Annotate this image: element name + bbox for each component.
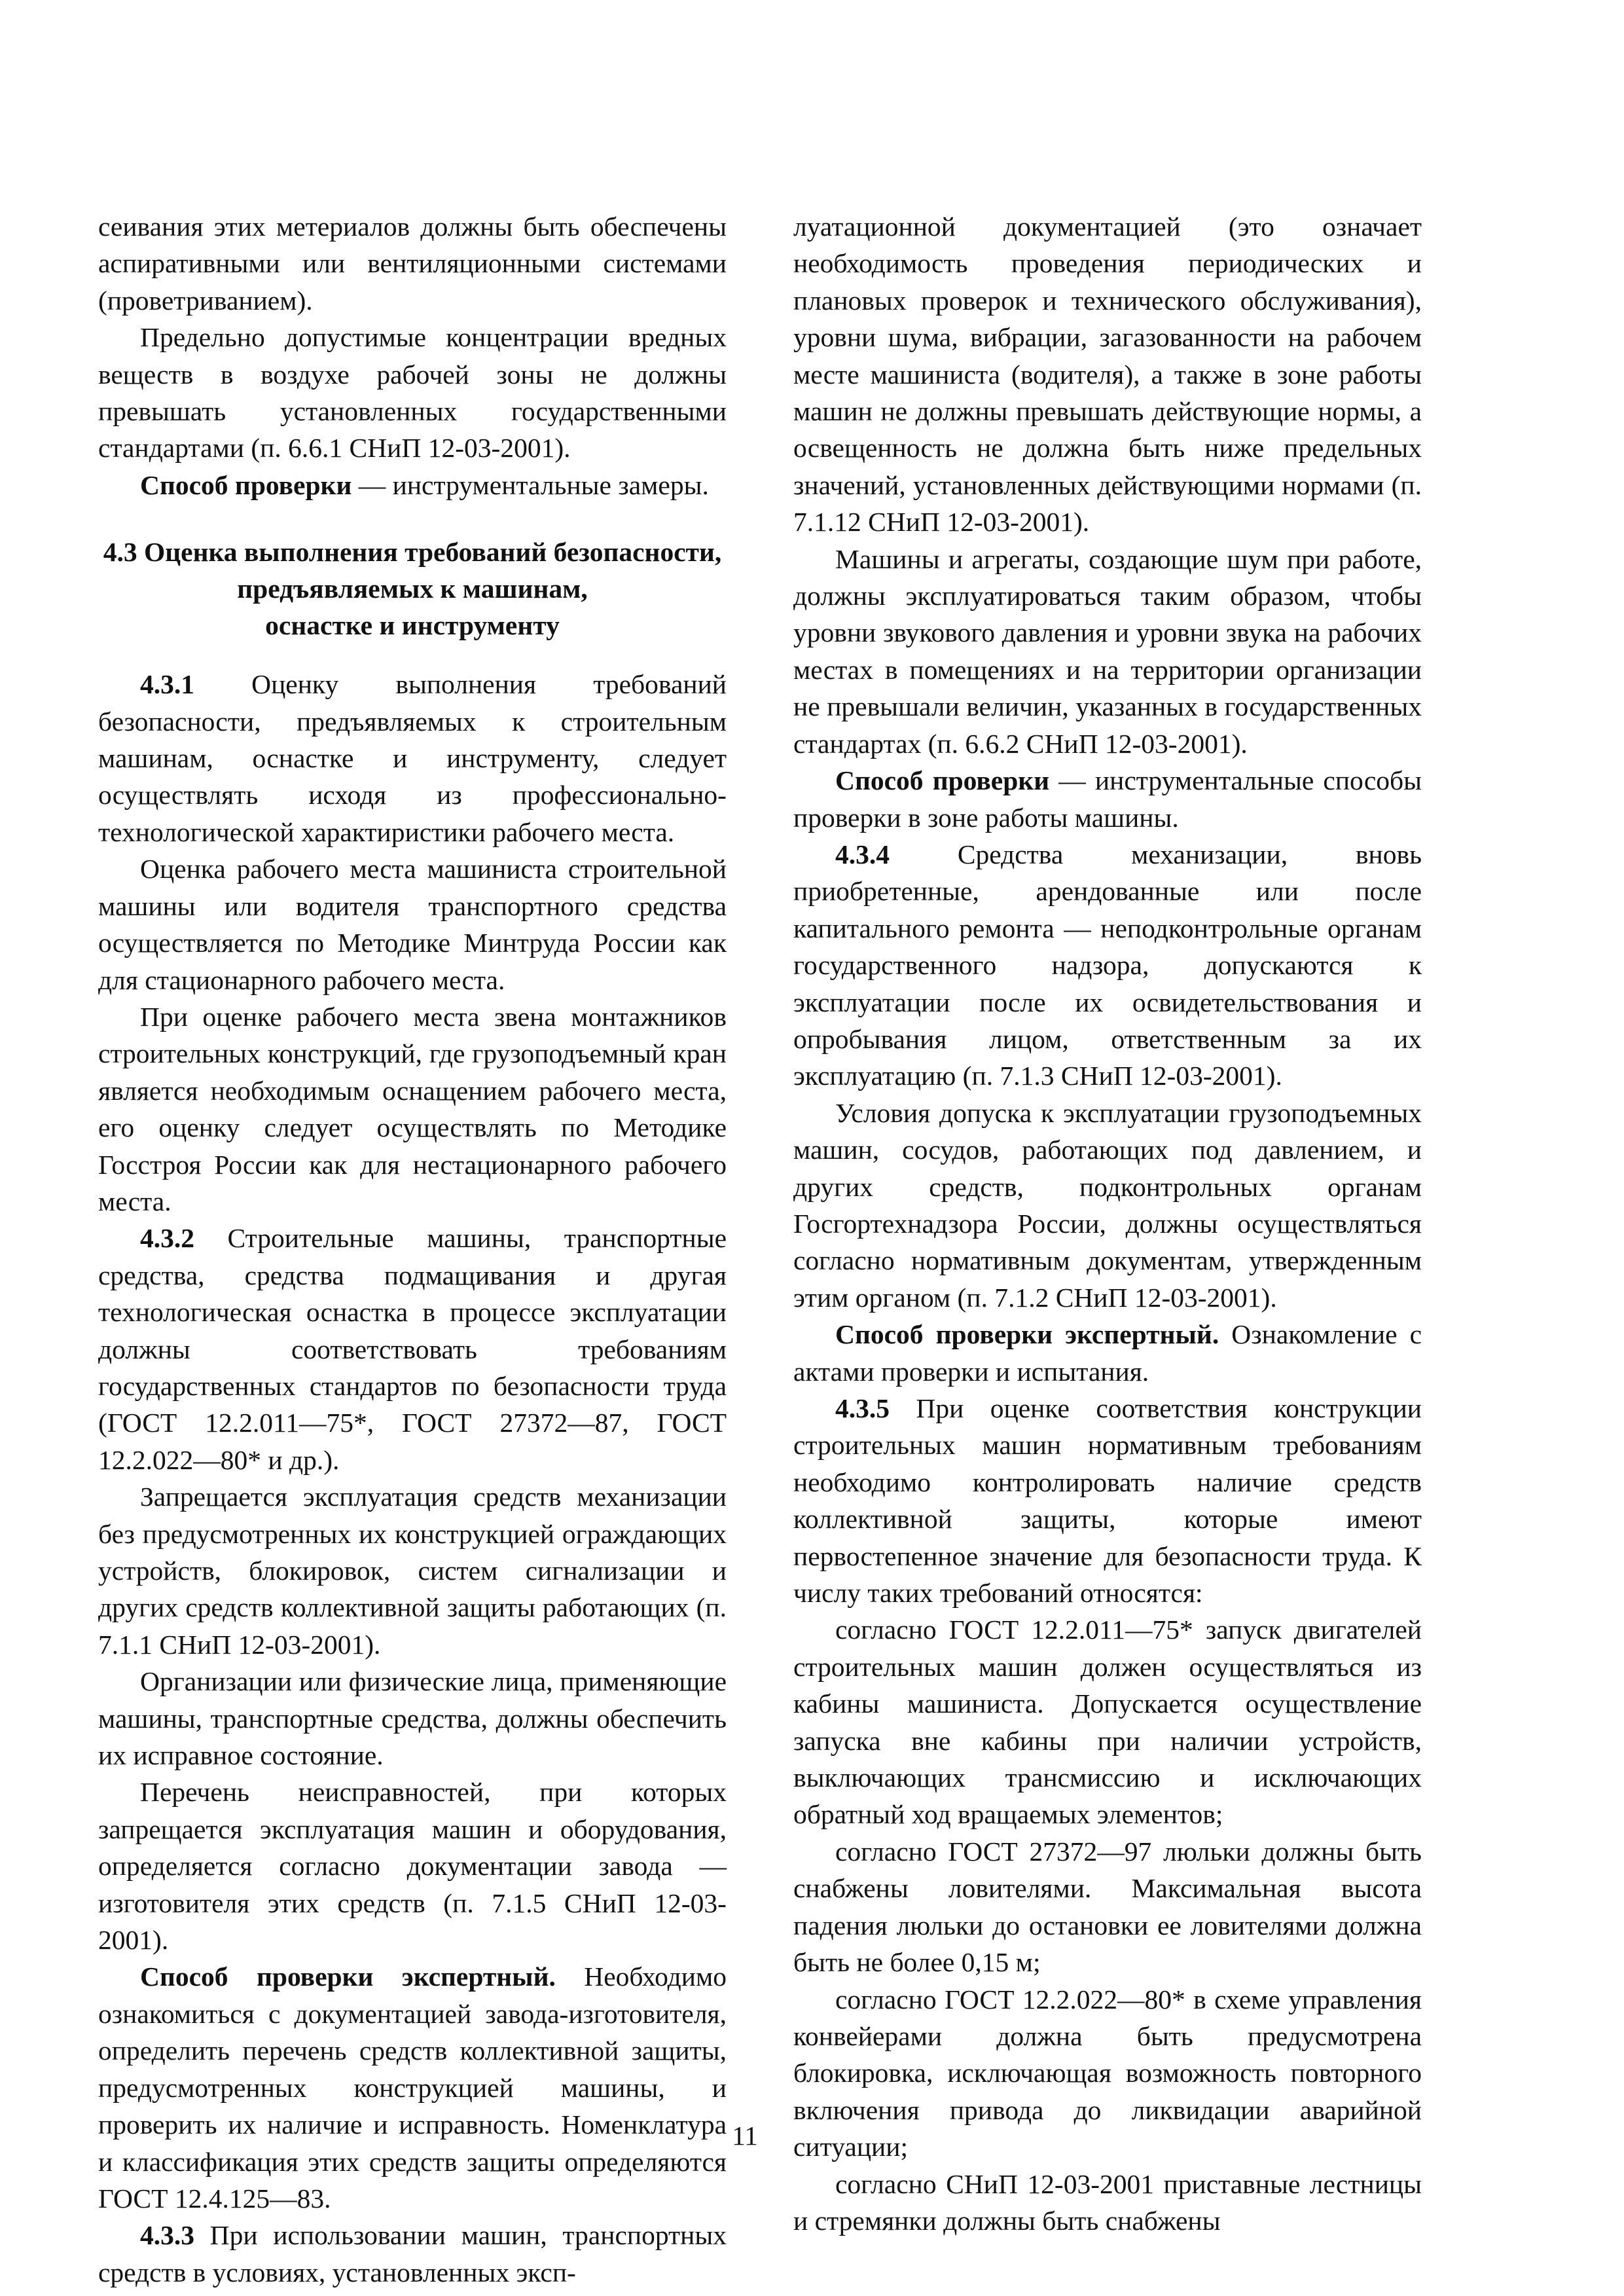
heading-line: оснастке и инструменту — [265, 610, 560, 641]
clause-number: 4.3.3 — [140, 2220, 194, 2251]
paragraph: Машины и агрегаты, создающие шум при работе, должны эксплуатироваться таким образом, чтобы уровни звукового давления и уровни звука на рабочих местах в помещениях и на территории организации не превышали величин, указанных в государственных стандартах (п. 6.6.2 СНиП 12-03-2001). — [793, 543, 1422, 759]
right-column — [793, 208, 1422, 2239]
paragraph — [98, 1220, 727, 1478]
paragraph-text: — инструментальные замеры. — [352, 469, 709, 500]
paragraph: Предельно допустимые концентрации вредных веществ в воздухе рабочей зоны не должны превышать установленных государственными стандартами (п. 6.6.1 СНиП 12-03-2001). — [98, 322, 727, 464]
paragraph — [98, 2217, 727, 2291]
paragraph-text: При использовании машин, транспортных средств в условиях, установленных эксп- — [98, 2220, 727, 2287]
paragraph: согласно СНиП 12-03-2001 приставные лестницы и стремянки должны быть снабжены — [793, 2168, 1422, 2236]
paragraph: сеивания этих метериалов должны быть обеспечены аспиративными или вентиляционными системами (проветриванием). — [98, 211, 727, 316]
bold-lead: Способ проверки экспертный. — [835, 1319, 1219, 1350]
paragraph — [98, 467, 727, 503]
paragraph: согласно ГОСТ 12.2.011—75* запуск двигателей строительных машин должен осуществляться из кабины машиниста. Допускается осуществление запуска вне кабины при наличии устройств, выключающих трансмиссию и исключающих обратный ход вращаемых элементов; — [793, 1614, 1422, 1830]
paragraph: согласно ГОСТ 27372—97 люльки должны быть снабжены ловителями. Максимальная высота падения люльки до остановки ее ловителями должна быть не более 0,15 м; — [793, 1836, 1422, 1978]
paragraph: Условия допуска к эксплуатации грузоподъемных машин, сосудов, работающих под давлением, и других средств, подконтрольных органам Госгортехнадзора России, должны осуществляться согласно нормативным документам, утвержденным этим органом (п. 7.1.2 СНиП 12-03-2001). — [793, 1097, 1422, 1313]
paragraph — [793, 836, 1422, 1095]
heading-line: 4.3 Оценка выполнения требований безопасности, — [103, 537, 722, 568]
paragraph — [793, 1316, 1422, 1390]
paragraph: луатационной документацией (это означает необходимость проведения периодических и плановых проверок и технического обслуживания), уровни шума, вибрации, загазованности на рабочем месте машиниста (водителя), а также в зоне работы машин не должны превышать действующие нормы, а освещенность не должна быть ниже предельных значений, установленных действующими нормами (п. 7.1.12 СНиП 12-03-2001). — [793, 211, 1422, 538]
paragraph — [793, 1390, 1422, 1611]
paragraph-text: Необходимо ознакомиться с документацией завода-изготовителя, определить перечень средств коллективной защиты, предусмотренных конструкцией машины, и проверить их наличие и исправность. Номенклатура и классификация этих средств защиты определяются ГОСТ 12.4.125—83. — [98, 1961, 727, 2214]
clause-number: 4.3.2 — [140, 1223, 194, 1254]
paragraph-text: Средства механизации, вновь приобретенные, арендованные или после капитального ремонта — неподконтрольные органам государственного надзора, допускаются к эксплуатации после их освидетельствования и опробывания лицом, ответственным за их эксплуатацию (п. 7.1.3 СНиП 12-03-2001). — [793, 839, 1422, 1091]
paragraph: Запрещается эксплуатация средств механизации без предусмотренных их конструкцией ограждающих устройств, блокировок, систем сигнализации и других средств коллективной защиты работающих (п. 7.1.1 СНиП 12-03-2001). — [98, 1482, 727, 1660]
paragraph-text: Строительные машины, транспортные средства, средства подмащивания и другая технологическая оснастка в процессе эксплуатации должны соответствовать требованиям государственных стандартов по безопасности труда (ГОСТ 12.2.011—75*, ГОСТ 27372—87, ГОСТ 12.2.022—80* и др.). — [98, 1223, 727, 1475]
clause-number: 4.3.1 — [140, 669, 194, 700]
paragraph: согласно ГОСТ 12.2.022—80* в схеме управления конвейерами должна быть предусмотрена блокировка, исключающая возможность повторного включения привода до ликвидации аварийной ситуации; — [793, 1984, 1422, 2162]
paragraph — [98, 666, 727, 850]
clause-number: 4.3.5 — [835, 1393, 890, 1423]
bold-lead: Способ проверки — [140, 469, 352, 500]
paragraph: Оценка рабочего места машиниста строительной машины или водителя транспортного средства осуществляется по Методике Минтруда России как для стационарного рабочего места. — [98, 854, 727, 995]
left-column — [98, 208, 727, 2291]
clause-number: 4.3.4 — [835, 839, 890, 869]
section-heading — [98, 534, 727, 644]
paragraph: Перечень неисправностей, при которых запрещается эксплуатация машин и оборудования, определяется согласно документации завода — изготовителя этих средств (п. 7.1.5 СНиП 12-03-2001). — [98, 1777, 727, 1956]
page-number: 11 — [732, 2121, 758, 2151]
paragraph-text: Оценку выполнения требований безопасности, предъявляемых к строительным машинам, оснастке и инструменту, следует осуществлять исходя из профессионально-технологической характиристики рабочего места. — [98, 669, 727, 847]
paragraph — [793, 762, 1422, 836]
paragraph-text: — инструментальные способы проверки в зоне работы машины. — [793, 765, 1422, 833]
bold-lead: Способ проверки — [835, 765, 1050, 796]
paragraph-text: При оценке соответствия конструкции строительных машин нормативным требованиям необходимо контролировать наличие средств коллективной защиты, которые имеют первостепенное значение для безопасности труда. К числу таких требований относятся: — [793, 1393, 1422, 1609]
bold-lead: Способ проверки экспертный. — [140, 1961, 556, 1992]
paragraph: При оценке рабочего места звена монтажников строительных конструкций, где грузоподъемный кран является необходимым оснащением рабочего места, его оценку следует осуществлять по Методике Госстроя России как для нестационарного рабочего места. — [98, 1001, 727, 1216]
paragraph: Организации или физические лица, применяющие машины, транспортные средства, должны обеспечить их исправное состояние. — [98, 1666, 727, 1771]
paragraph — [98, 1958, 727, 2217]
paragraph-text: Ознакомление с актами проверки и испытания. — [793, 1319, 1422, 1387]
heading-line: предъявляемых к машинам, — [237, 574, 588, 604]
